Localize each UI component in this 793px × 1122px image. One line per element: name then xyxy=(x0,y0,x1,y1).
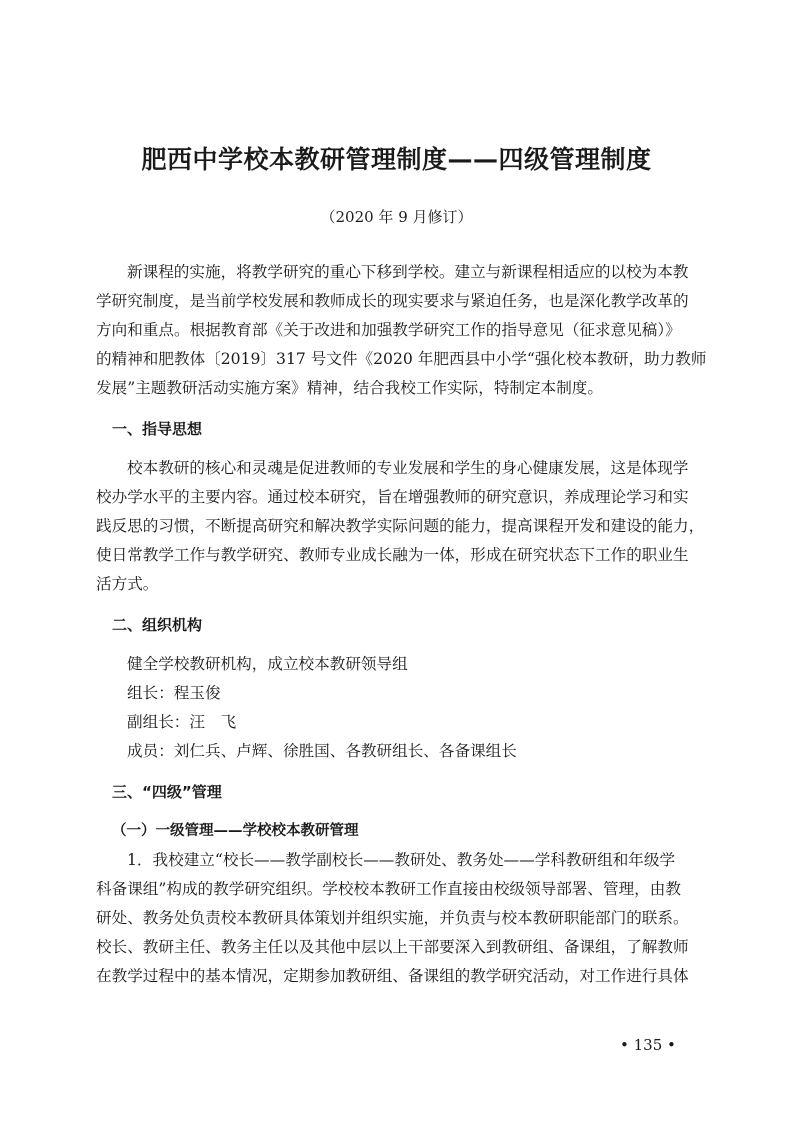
revision-date: （2020 年 9 月修订） xyxy=(320,208,473,226)
level-one-paragraph xyxy=(96,846,699,991)
text-line: 践反思的习惯，不断提高研究和解决教学实际问题的能力，提高课程开发和建设的能力， xyxy=(96,517,705,535)
text-line: 使日常教学工作与教学研究、教师专业成长融为一体，形成在研究状态下工作的职业生 xyxy=(96,546,689,564)
guiding-ideology-paragraph xyxy=(96,454,705,599)
page-number: • 135 • xyxy=(620,1036,676,1054)
document-title: 肥西中学校本教研管理制度——四级管理制度 xyxy=(141,145,652,174)
text-line: 校本教研的核心和灵魂是促进教师的专业发展和学生的身心健康发展，这是体现学 xyxy=(127,459,689,477)
section-heading-four-level-management: 三、“四级”管理 xyxy=(112,783,222,801)
section-heading-guiding-ideology: 一、指导思想 xyxy=(112,420,203,438)
text-line: 发展”主题教研活动实施方案》精神，结合我校工作实际，特制定本制度。 xyxy=(96,379,603,397)
section-heading-organization: 二、组织机构 xyxy=(112,616,203,634)
deputy-group-leader: 副组长：汪 飞 xyxy=(127,713,237,731)
organization-intro: 健全学校教研机构，成立校本教研领导组 xyxy=(127,655,408,673)
text-line: 在教学过程中的基本情况，定期参加教研组、备课组的教学研究活动，对工作进行具体 xyxy=(96,967,689,985)
document-body xyxy=(96,258,707,991)
text-line: 校办学水平的主要内容。通过校本研究，旨在增强教师的研究意识，养成理论学习和实 xyxy=(96,488,689,506)
text-line: 1．我校建立“校长——教学副校长——教研处、教务处——学科教研组和年级学 xyxy=(127,851,676,869)
group-leader: 组长：程玉俊 xyxy=(127,684,221,702)
text-line: 方向和重点。根据教育部《关于改进和加强教学研究工作的指导意见（征求意见稿）》 xyxy=(96,321,681,339)
text-line: 学研究制度，是当前学校发展和教师成长的现实要求与紧迫任务，也是深化教学改革的 xyxy=(96,292,689,310)
text-line: 新课程的实施，将教学研究的重心下移到学校。建立与新课程相适应的以校为本教 xyxy=(127,263,689,281)
text-line: 研处、教务处负责校本教研具体策划并组织实施，并负责与校本教研职能部门的联系。 xyxy=(96,909,689,927)
text-line: 活方式。 xyxy=(96,575,159,593)
text-line: 的精神和肥教体〔2019〕317 号文件《2020 年肥西县中小学“强化校本教研，助力教师 xyxy=(96,350,707,368)
subsection-heading-level-one: （一）一级管理——学校校本教研管理 xyxy=(112,823,359,839)
group-members: 成员：刘仁兵、卢辉、徐胜国、各教研组长、各备课组长 xyxy=(127,742,517,760)
text-line: 科备课组”构成的教学研究组织。学校校本教研工作直接由校级领导部署、管理，由教 xyxy=(96,880,681,898)
text-line: 校长、教研主任、教务主任以及其他中层以上干部要深入到教研组、备课组，了解教师 xyxy=(96,938,689,956)
intro-paragraph xyxy=(96,258,707,403)
